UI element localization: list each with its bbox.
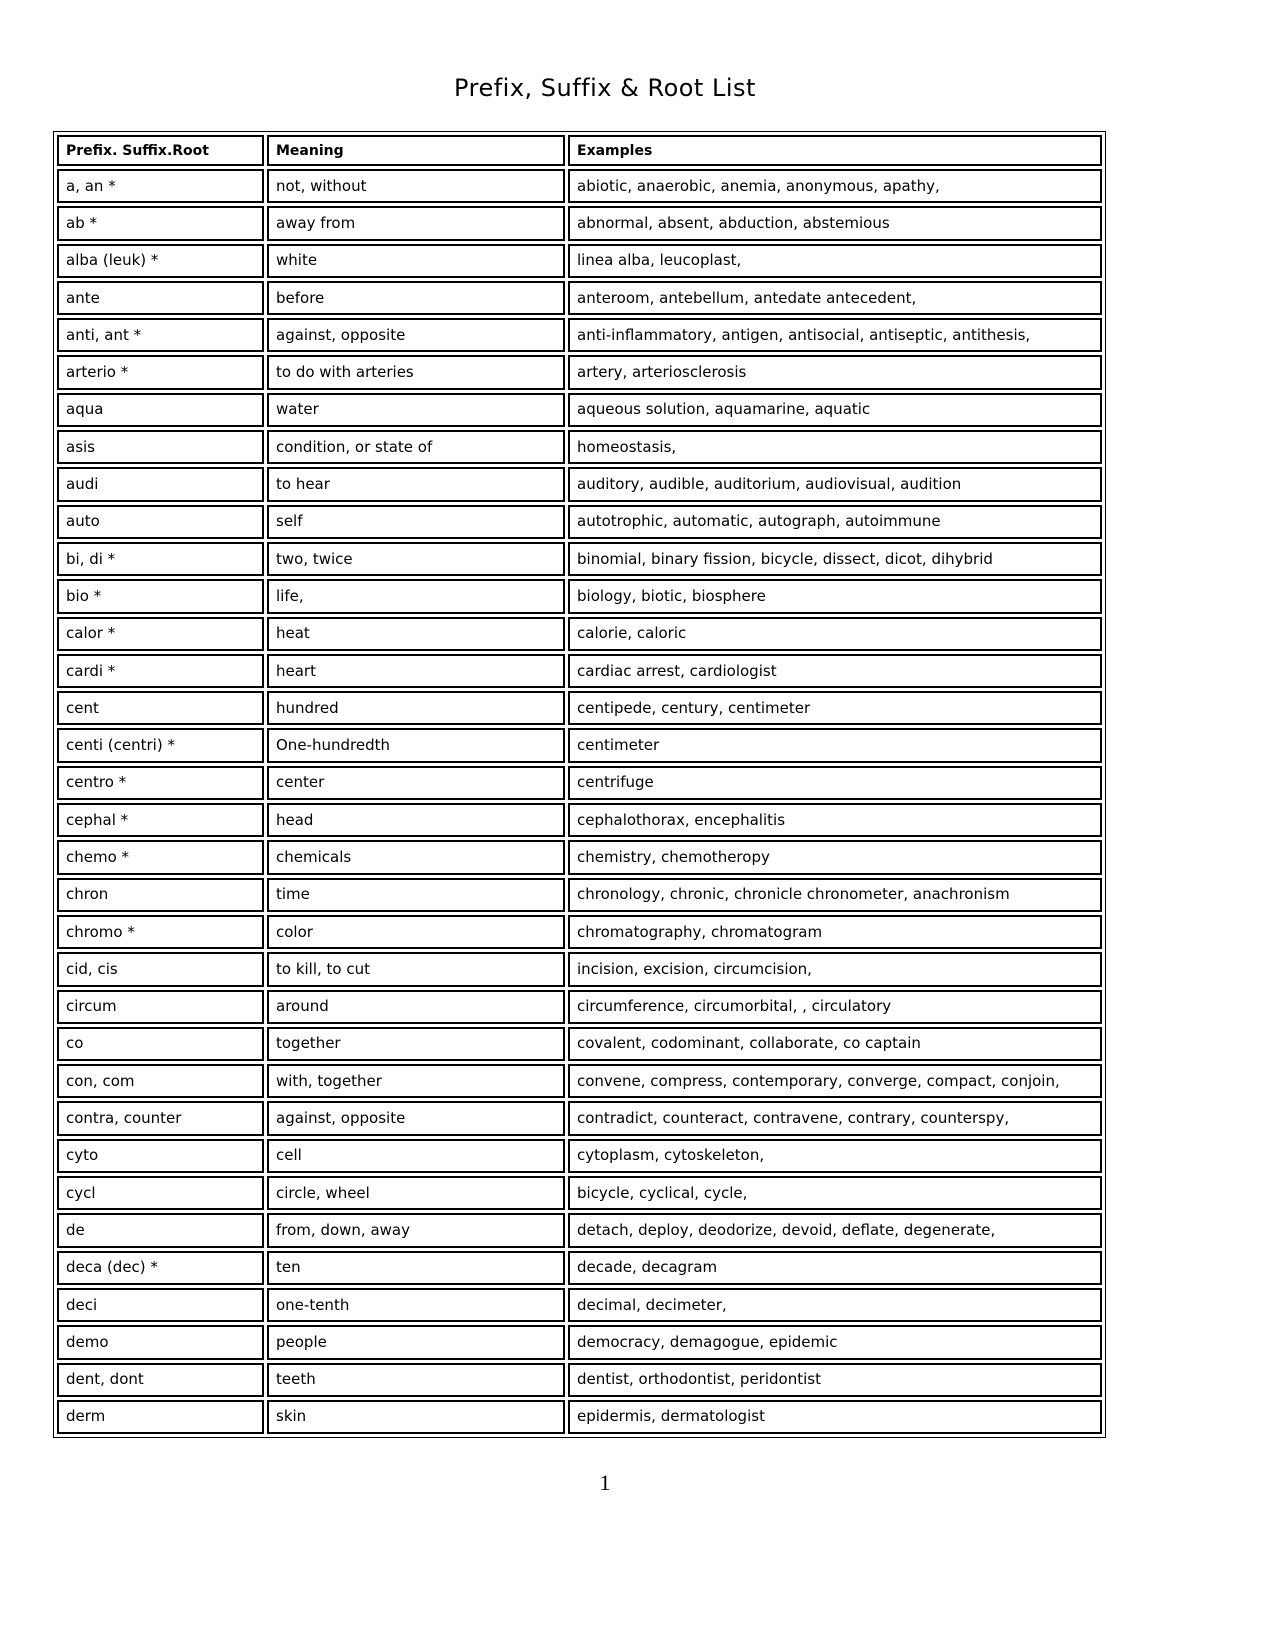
cell-examples: anti-inflammatory, antigen, antisocial, antiseptic, antithesis, xyxy=(568,318,1102,352)
cell-prefix: centro * xyxy=(57,766,264,800)
cell-prefix: aqua xyxy=(57,393,264,427)
table-row xyxy=(57,244,1102,278)
cell-prefix: con, com xyxy=(57,1064,264,1098)
cell-meaning: circle, wheel xyxy=(267,1176,565,1210)
cell-meaning: not, without xyxy=(267,169,565,203)
cell-meaning: one-tenth xyxy=(267,1288,565,1322)
table-row xyxy=(57,1027,1102,1061)
table-row xyxy=(57,542,1102,576)
cell-examples: chromatography, chromatogram xyxy=(568,915,1102,949)
cell-examples: decade, decagram xyxy=(568,1251,1102,1285)
table-row xyxy=(57,169,1102,203)
cell-meaning: heart xyxy=(267,654,565,688)
cell-meaning: away from xyxy=(267,206,565,240)
cell-examples: abnormal, absent, abduction, abstemious xyxy=(568,206,1102,240)
cell-prefix: audi xyxy=(57,467,264,501)
page-title: Prefix, Suffix & Root List xyxy=(454,74,756,102)
table-row xyxy=(57,505,1102,539)
cell-examples: decimal, decimeter, xyxy=(568,1288,1102,1322)
table-row xyxy=(57,355,1102,389)
cell-prefix: asis xyxy=(57,430,264,464)
cell-meaning: skin xyxy=(267,1400,565,1434)
table-row xyxy=(57,1139,1102,1173)
header-meaning: Meaning xyxy=(267,135,565,166)
cell-prefix: arterio * xyxy=(57,355,264,389)
cell-examples: centimeter xyxy=(568,728,1102,762)
header-examples: Examples xyxy=(568,135,1102,166)
cell-meaning: heat xyxy=(267,617,565,651)
cell-prefix: calor * xyxy=(57,617,264,651)
table-row xyxy=(57,691,1102,725)
table-row xyxy=(57,318,1102,352)
table-row xyxy=(57,467,1102,501)
cell-examples: centrifuge xyxy=(568,766,1102,800)
cell-meaning: color xyxy=(267,915,565,949)
cell-prefix: circum xyxy=(57,990,264,1024)
table-row xyxy=(57,803,1102,837)
cell-meaning: together xyxy=(267,1027,565,1061)
cell-meaning: to hear xyxy=(267,467,565,501)
table-row xyxy=(57,206,1102,240)
table-row xyxy=(57,878,1102,912)
cell-prefix: co xyxy=(57,1027,264,1061)
cell-prefix: chemo * xyxy=(57,840,264,874)
cell-examples: chemistry, chemotheropy xyxy=(568,840,1102,874)
cell-prefix: cardi * xyxy=(57,654,264,688)
cell-meaning: water xyxy=(267,393,565,427)
cell-examples: chronology, chronic, chronicle chronometer, anachronism xyxy=(568,878,1102,912)
cell-prefix: dent, dont xyxy=(57,1363,264,1397)
cell-examples: anteroom, antebellum, antedate antecedent, xyxy=(568,281,1102,315)
table-row xyxy=(57,1400,1102,1434)
cell-prefix: demo xyxy=(57,1325,264,1359)
table-row xyxy=(57,990,1102,1024)
cell-examples: homeostasis, xyxy=(568,430,1102,464)
cell-examples: cytoplasm, cytoskeleton, xyxy=(568,1139,1102,1173)
cell-examples: incision, excision, circumcision, xyxy=(568,952,1102,986)
cell-examples: aqueous solution, aquamarine, aquatic xyxy=(568,393,1102,427)
cell-examples: circumference, circumorbital, , circulatory xyxy=(568,990,1102,1024)
cell-prefix: derm xyxy=(57,1400,264,1434)
cell-examples: linea alba, leucoplast, xyxy=(568,244,1102,278)
cell-prefix: contra, counter xyxy=(57,1101,264,1135)
table-row xyxy=(57,1251,1102,1285)
cell-meaning: center xyxy=(267,766,565,800)
cell-prefix: ante xyxy=(57,281,264,315)
cell-examples: convene, compress, contemporary, converge, compact, conjoin, xyxy=(568,1064,1102,1098)
cell-prefix: de xyxy=(57,1213,264,1247)
cell-prefix: centi (centri) * xyxy=(57,728,264,762)
cell-meaning: life, xyxy=(267,579,565,613)
cell-examples: binomial, binary fission, bicycle, dissect, dicot, dihybrid xyxy=(568,542,1102,576)
cell-prefix: cid, cis xyxy=(57,952,264,986)
table-row xyxy=(57,617,1102,651)
table-row xyxy=(57,766,1102,800)
table-row xyxy=(57,952,1102,986)
cell-meaning: self xyxy=(267,505,565,539)
table-row xyxy=(57,1325,1102,1359)
cell-examples: cephalothorax, encephalitis xyxy=(568,803,1102,837)
cell-meaning: hundred xyxy=(267,691,565,725)
cell-examples: detach, deploy, deodorize, devoid, deflate, degenerate, xyxy=(568,1213,1102,1247)
prefix-suffix-root-table xyxy=(53,131,1106,1438)
cell-examples: dentist, orthodontist, peridontist xyxy=(568,1363,1102,1397)
cell-meaning: against, opposite xyxy=(267,1101,565,1135)
cell-examples: centipede, century, centimeter xyxy=(568,691,1102,725)
table-row xyxy=(57,393,1102,427)
cell-meaning: chemicals xyxy=(267,840,565,874)
table-row xyxy=(57,1288,1102,1322)
table-row xyxy=(57,281,1102,315)
cell-meaning: two, twice xyxy=(267,542,565,576)
table-row xyxy=(57,915,1102,949)
cell-prefix: bi, di * xyxy=(57,542,264,576)
cell-meaning: teeth xyxy=(267,1363,565,1397)
cell-prefix: cent xyxy=(57,691,264,725)
header-prefix: Prefix. Suffix.Root xyxy=(57,135,264,166)
cell-examples: auditory, audible, auditorium, audiovisual, audition xyxy=(568,467,1102,501)
table-row xyxy=(57,430,1102,464)
table-row xyxy=(57,579,1102,613)
cell-examples: abiotic, anaerobic, anemia, anonymous, apathy, xyxy=(568,169,1102,203)
cell-meaning: people xyxy=(267,1325,565,1359)
cell-prefix: chron xyxy=(57,878,264,912)
cell-meaning: from, down, away xyxy=(267,1213,565,1247)
cell-examples: bicycle, cyclical, cycle, xyxy=(568,1176,1102,1210)
table-row xyxy=(57,1363,1102,1397)
cell-meaning: One-hundredth xyxy=(267,728,565,762)
table-header-row xyxy=(57,135,1102,166)
cell-meaning: against, opposite xyxy=(267,318,565,352)
table-row xyxy=(57,654,1102,688)
cell-meaning: around xyxy=(267,990,565,1024)
cell-meaning: white xyxy=(267,244,565,278)
table-row xyxy=(57,840,1102,874)
cell-examples: autotrophic, automatic, autograph, autoimmune xyxy=(568,505,1102,539)
cell-meaning: to kill, to cut xyxy=(267,952,565,986)
table-row xyxy=(57,1176,1102,1210)
cell-examples: cardiac arrest, cardiologist xyxy=(568,654,1102,688)
cell-prefix: cephal * xyxy=(57,803,264,837)
cell-prefix: bio * xyxy=(57,579,264,613)
cell-examples: contradict, counteract, contravene, contrary, counterspy, xyxy=(568,1101,1102,1135)
cell-prefix: cycl xyxy=(57,1176,264,1210)
cell-meaning: condition, or state of xyxy=(267,430,565,464)
cell-meaning: time xyxy=(267,878,565,912)
page-number: 1 xyxy=(599,1470,611,1495)
table-row xyxy=(57,1213,1102,1247)
cell-prefix: a, an * xyxy=(57,169,264,203)
cell-examples: artery, arteriosclerosis xyxy=(568,355,1102,389)
cell-meaning: to do with arteries xyxy=(267,355,565,389)
table-row xyxy=(57,1101,1102,1135)
table-row xyxy=(57,728,1102,762)
cell-meaning: before xyxy=(267,281,565,315)
cell-prefix: anti, ant * xyxy=(57,318,264,352)
cell-prefix: cyto xyxy=(57,1139,264,1173)
cell-prefix: alba (leuk) * xyxy=(57,244,264,278)
cell-prefix: chromo * xyxy=(57,915,264,949)
cell-prefix: auto xyxy=(57,505,264,539)
cell-meaning: ten xyxy=(267,1251,565,1285)
cell-prefix: ab * xyxy=(57,206,264,240)
cell-examples: covalent, codominant, collaborate, co captain xyxy=(568,1027,1102,1061)
cell-examples: epidermis, dermatologist xyxy=(568,1400,1102,1434)
cell-examples: democracy, demagogue, epidemic xyxy=(568,1325,1102,1359)
cell-prefix: deca (dec) * xyxy=(57,1251,264,1285)
cell-meaning: with, together xyxy=(267,1064,565,1098)
cell-meaning: cell xyxy=(267,1139,565,1173)
cell-examples: calorie, caloric xyxy=(568,617,1102,651)
table-row xyxy=(57,1064,1102,1098)
cell-meaning: head xyxy=(267,803,565,837)
cell-examples: biology, biotic, biosphere xyxy=(568,579,1102,613)
cell-prefix: deci xyxy=(57,1288,264,1322)
